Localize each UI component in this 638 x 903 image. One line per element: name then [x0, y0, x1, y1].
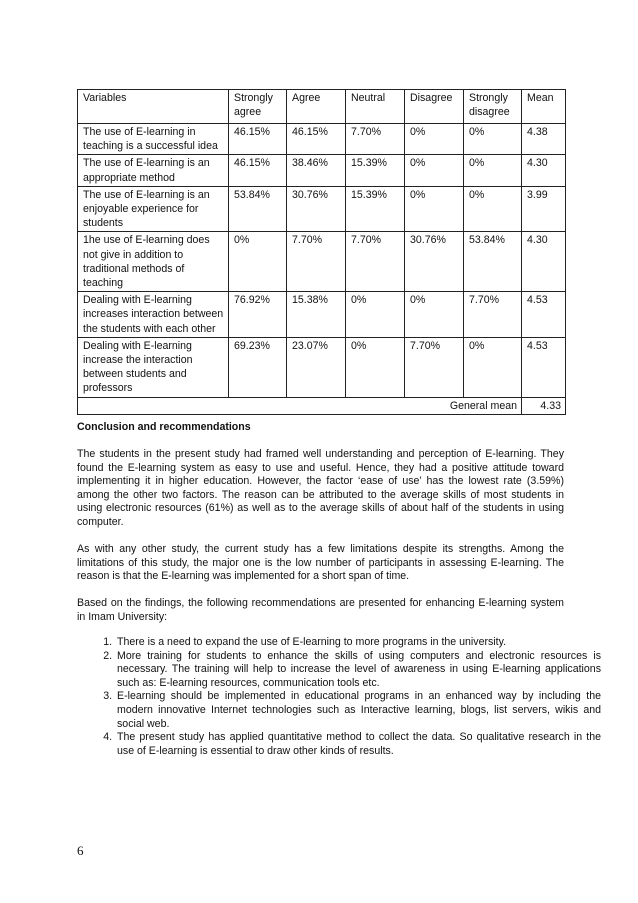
table-header-row	[78, 90, 566, 124]
cell-mean: 3.99	[522, 186, 566, 232]
cell-mean: 4.53	[522, 337, 566, 397]
cell-neutral: 0%	[346, 292, 405, 338]
list-item: 1. There is a need to expand the use of E-learning to more programs in the university.	[115, 636, 601, 650]
cell-variable: The use of E-learning is an appropriate method	[78, 155, 229, 186]
cell-variable: The use of E-learning is an enjoyable experience for students	[78, 186, 229, 232]
cell-neutral: 15.39%	[346, 155, 405, 186]
table-row	[78, 232, 566, 292]
table-row	[78, 155, 566, 186]
table-row	[78, 337, 566, 397]
cell-strongly-disagree: 0%	[464, 124, 522, 155]
header-neutral: Neutral	[346, 90, 405, 124]
table-row	[78, 124, 566, 155]
section-heading: Conclusion and recommendations	[77, 421, 251, 433]
cell-neutral: 15.39%	[346, 186, 405, 232]
cell-variable: Dealing with E-learning increase the interaction between students and professors	[78, 337, 229, 397]
cell-agree: 7.70%	[287, 232, 346, 292]
general-mean-row	[78, 397, 566, 414]
cell-strongly-disagree: 53.84%	[464, 232, 522, 292]
list-item: 3. E-learning should be implemented in educational programs in an enhanced way by including the modern innovative Internet technologies such as Interactive learning, blogs, list servers, wikis and social web.	[115, 690, 601, 731]
general-mean-label: General mean	[78, 397, 522, 414]
cell-agree: 15.38%	[287, 292, 346, 338]
cell-agree: 38.46%	[287, 155, 346, 186]
header-agree: Agree	[287, 90, 346, 124]
paragraph: Based on the findings, the following recommendations are presented for enhancing E-learning system in Imam University:	[77, 597, 564, 623]
cell-disagree: 0%	[405, 292, 464, 338]
cell-disagree: 0%	[405, 186, 464, 232]
list-item: 2. More training for students to enhance the skills of using computers and electronic resources is necessary. The training will help to increase the level of awareness in using E-learning applications such as: E-learning resources, communication tools etc.	[115, 650, 601, 691]
cell-strongly-agree: 46.15%	[229, 124, 287, 155]
cell-disagree: 0%	[405, 155, 464, 186]
cell-strongly-disagree: 0%	[464, 337, 522, 397]
cell-mean: 4.30	[522, 155, 566, 186]
cell-neutral: 7.70%	[346, 232, 405, 292]
cell-strongly-agree: 76.92%	[229, 292, 287, 338]
cell-strongly-disagree: 0%	[464, 155, 522, 186]
cell-neutral: 7.70%	[346, 124, 405, 155]
cell-neutral: 0%	[346, 337, 405, 397]
cell-disagree: 30.76%	[405, 232, 464, 292]
survey-results-table	[77, 89, 566, 415]
recommendations-list	[77, 636, 601, 758]
general-mean-value: 4.33	[522, 397, 566, 414]
header-strongly-disagree: Strongly disagree	[464, 90, 522, 124]
header-mean: Mean	[522, 90, 566, 124]
header-strongly-agree: Strongly agree	[229, 90, 287, 124]
paragraph: As with any other study, the current study has a few limitations despite its strengths. Among the limitations of this study, the major one is the low number of participants in assessing E-learning. The reason is that the E-learning was implemented for a short span of time.	[77, 543, 564, 583]
cell-agree: 46.15%	[287, 124, 346, 155]
cell-strongly-disagree: 7.70%	[464, 292, 522, 338]
cell-strongly-agree: 46.15%	[229, 155, 287, 186]
list-item: 4. The present study has applied quantitative method to collect the data. So qualitative research in the use of E-learning is essential to draw other kinds of results.	[115, 731, 601, 758]
paragraph: The students in the present study had framed well understanding and perception of E-learning. They found the E-learning system as easy to use and useful. Hence, they had a positive attitude toward implementing it in higher education. However, the factor ‘ease of use’ has the lowest rate (3.59%) among the other two factors. The reason can be attributed to the average skills of most students in using electronic resources (61%) as well as to the average skills of about half of the students in using computer.	[77, 448, 564, 528]
header-disagree: Disagree	[405, 90, 464, 124]
cell-mean: 4.38	[522, 124, 566, 155]
cell-strongly-disagree: 0%	[464, 186, 522, 232]
cell-mean: 4.30	[522, 232, 566, 292]
cell-strongly-agree: 69.23%	[229, 337, 287, 397]
cell-disagree: 0%	[405, 124, 464, 155]
page-number: 6	[77, 843, 84, 858]
table-row	[78, 292, 566, 338]
cell-variable: 1he use of E-learning does not give in addition to traditional methods of teaching	[78, 232, 229, 292]
cell-disagree: 7.70%	[405, 337, 464, 397]
cell-variable: Dealing with E-learning increases interaction between the students with each other	[78, 292, 229, 338]
header-variables: Variables	[78, 90, 229, 124]
cell-agree: 23.07%	[287, 337, 346, 397]
table-row	[78, 186, 566, 232]
cell-agree: 30.76%	[287, 186, 346, 232]
cell-strongly-agree: 53.84%	[229, 186, 287, 232]
cell-strongly-agree: 0%	[229, 232, 287, 292]
cell-variable: The use of E-learning in teaching is a successful idea	[78, 124, 229, 155]
cell-mean: 4.53	[522, 292, 566, 338]
